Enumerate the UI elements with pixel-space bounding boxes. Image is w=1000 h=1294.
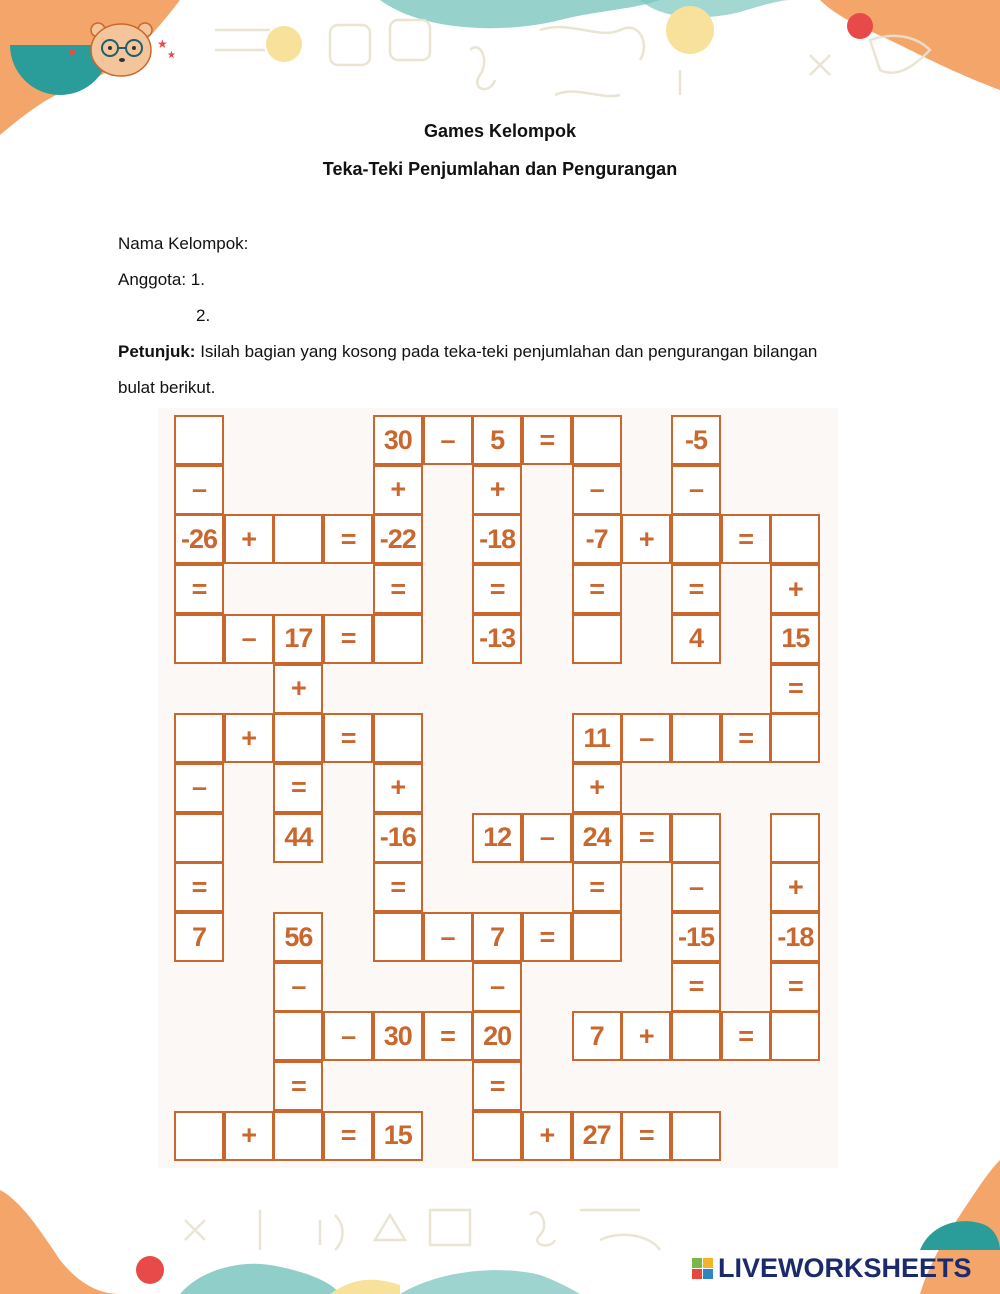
puzzle-blank-cell[interactable] [273, 1111, 323, 1161]
puzzle-operator-cell: + [373, 763, 423, 813]
puzzle-operator-cell: – [671, 862, 721, 912]
puzzle-number-cell: 11 [572, 713, 622, 763]
puzzle-blank-cell[interactable] [273, 514, 323, 564]
puzzle-answer-input[interactable] [377, 619, 419, 659]
puzzle-blank-cell[interactable] [671, 813, 721, 863]
puzzle-operator-cell: = [671, 564, 721, 614]
puzzle-answer-input[interactable] [277, 519, 319, 559]
instructions [118, 342, 918, 362]
puzzle-operator-cell: = [323, 1111, 373, 1161]
puzzle-operator-cell: = [770, 664, 820, 714]
puzzle-operator-cell: + [273, 664, 323, 714]
puzzle-operator-cell: – [472, 962, 522, 1012]
puzzle-operator-cell: – [174, 763, 224, 813]
puzzle-answer-input[interactable] [377, 718, 419, 758]
svg-text:★: ★ [167, 50, 176, 61]
puzzle-operator-cell: = [174, 564, 224, 614]
puzzle-answer-input[interactable] [576, 420, 618, 460]
puzzle-number-cell: 12 [472, 813, 522, 863]
puzzle-answer-input[interactable] [774, 519, 816, 559]
puzzle-blank-cell[interactable] [572, 912, 622, 962]
puzzle-blank-cell[interactable] [770, 713, 820, 763]
puzzle-number-cell: -22 [373, 514, 423, 564]
puzzle-operator-cell: = [522, 912, 572, 962]
puzzle-answer-input[interactable] [675, 519, 717, 559]
puzzle-answer-input[interactable] [377, 917, 419, 957]
puzzle-operator-cell: + [621, 514, 671, 564]
puzzle-answer-input[interactable] [576, 917, 618, 957]
puzzle-blank-cell[interactable] [472, 1111, 522, 1161]
puzzle-answer-input[interactable] [476, 1116, 518, 1156]
puzzle-operator-cell: – [621, 713, 671, 763]
puzzle-operator-cell: – [423, 415, 473, 465]
puzzle-operator-cell: = [721, 1011, 771, 1061]
puzzle-answer-input[interactable] [774, 1016, 816, 1056]
puzzle-number-cell: 7 [472, 912, 522, 962]
puzzle-answer-input[interactable] [675, 818, 717, 858]
puzzle-number-cell: -13 [472, 614, 522, 664]
puzzle-blank-cell[interactable] [174, 415, 224, 465]
puzzle-operator-cell: = [472, 1061, 522, 1111]
puzzle-operator-cell: – [671, 465, 721, 515]
puzzle-operator-cell: + [621, 1011, 671, 1061]
puzzle-blank-cell[interactable] [373, 912, 423, 962]
puzzle-operator-cell: = [373, 564, 423, 614]
puzzle-answer-input[interactable] [675, 718, 717, 758]
puzzle-blank-cell[interactable] [174, 614, 224, 664]
puzzle-operator-cell: = [621, 1111, 671, 1161]
puzzle-operator-cell: – [174, 465, 224, 515]
puzzle-blank-cell[interactable] [373, 713, 423, 763]
puzzle-number-cell: 44 [273, 813, 323, 863]
puzzle-number-cell: -18 [472, 514, 522, 564]
puzzle-operator-cell: + [770, 862, 820, 912]
puzzle-number-cell: 27 [572, 1111, 622, 1161]
puzzle-blank-cell[interactable] [671, 514, 721, 564]
puzzle-operator-cell: = [572, 564, 622, 614]
puzzle-number-cell: -7 [572, 514, 622, 564]
puzzle-operator-cell: = [323, 514, 373, 564]
liveworksheets-logo-icon [692, 1258, 714, 1280]
puzzle-blank-cell[interactable] [671, 1011, 721, 1061]
puzzle-operator-cell: = [273, 763, 323, 813]
puzzle-answer-input[interactable] [774, 818, 816, 858]
puzzle-number-cell: 4 [671, 614, 721, 664]
puzzle-blank-cell[interactable] [671, 1111, 721, 1161]
puzzle-number-cell: -18 [770, 912, 820, 962]
puzzle-operator-cell: – [224, 614, 274, 664]
brand-name: LIVEWORKSHEETS [718, 1253, 972, 1283]
puzzle-answer-input[interactable] [178, 619, 220, 659]
puzzle-operator-cell: + [224, 514, 274, 564]
bear-mascot-icon [91, 23, 152, 76]
puzzle-number-cell: 7 [174, 912, 224, 962]
puzzle-operator-cell: = [423, 1011, 473, 1061]
puzzle-answer-input[interactable] [277, 718, 319, 758]
puzzle-operator-cell: = [273, 1061, 323, 1111]
puzzle-operator-cell: + [224, 1111, 274, 1161]
puzzle-answer-input[interactable] [675, 1116, 717, 1156]
puzzle-operator-cell: = [721, 713, 771, 763]
puzzle-number-cell: -16 [373, 813, 423, 863]
puzzle-answer-input[interactable] [277, 1016, 319, 1056]
puzzle-number-cell: 17 [273, 614, 323, 664]
puzzle-number-cell: 56 [273, 912, 323, 962]
puzzle-blank-cell[interactable] [174, 1111, 224, 1161]
puzzle-operator-cell: + [224, 713, 274, 763]
instructions-label: Petunjuk: [118, 342, 196, 361]
puzzle-number-cell: -26 [174, 514, 224, 564]
puzzle-operator-cell: + [472, 465, 522, 515]
puzzle-operator-cell: = [472, 564, 522, 614]
puzzle-answer-input[interactable] [178, 718, 220, 758]
puzzle-number-cell: 30 [373, 1011, 423, 1061]
members-label: Anggota: 1. [118, 270, 205, 289]
puzzle-number-cell: -15 [671, 912, 721, 962]
puzzle-operator-cell: = [621, 813, 671, 863]
puzzle-number-cell: 24 [572, 813, 622, 863]
puzzle-number-cell: 30 [373, 415, 423, 465]
puzzle-operator-cell: + [522, 1111, 572, 1161]
puzzle-operator-cell: + [572, 763, 622, 813]
puzzle-answer-input[interactable] [178, 1116, 220, 1156]
page-title: Games Kelompok [423, 121, 577, 141]
puzzle-blank-cell[interactable] [373, 614, 423, 664]
puzzle-blank-cell[interactable] [273, 1011, 323, 1061]
instructions-text: Isilah bagian yang kosong pada teka-teki penjumlahan dan pengurangan bilangan [200, 342, 818, 361]
puzzle-operator-cell: = [572, 862, 622, 912]
puzzle-number-cell: 5 [472, 415, 522, 465]
puzzle-operator-cell: = [323, 713, 373, 763]
puzzle-operator-cell: = [522, 415, 572, 465]
puzzle-operator-cell: = [373, 862, 423, 912]
member-2-label: 2. [196, 306, 211, 325]
puzzle-operator-cell: = [323, 614, 373, 664]
puzzle-operator-cell: = [671, 962, 721, 1012]
puzzle-operator-cell: – [273, 962, 323, 1012]
puzzle-grid [158, 408, 838, 1168]
puzzle-operator-cell: – [522, 813, 572, 863]
puzzle-blank-cell[interactable] [174, 713, 224, 763]
puzzle-number-cell: 20 [472, 1011, 522, 1061]
puzzle-answer-input[interactable] [675, 1016, 717, 1056]
page-subtitle: Teka-Teki Penjumlahan dan Pengurangan [322, 159, 678, 179]
puzzle-number-cell: 15 [373, 1111, 423, 1161]
puzzle-answer-input[interactable] [277, 1116, 319, 1156]
puzzle-answer-input[interactable] [774, 718, 816, 758]
puzzle-blank-cell[interactable] [572, 415, 622, 465]
puzzle-number-cell: 15 [770, 614, 820, 664]
puzzle-operator-cell: + [770, 564, 820, 614]
svg-text:★: ★ [157, 37, 168, 51]
puzzle-blank-cell[interactable] [174, 813, 224, 863]
puzzle-blank-cell[interactable] [572, 614, 622, 664]
puzzle-operator-cell: – [572, 465, 622, 515]
puzzle-answer-input[interactable] [576, 619, 618, 659]
puzzle-operator-cell: = [770, 962, 820, 1012]
puzzle-number-cell: -5 [671, 415, 721, 465]
instructions-text-line2: bulat berikut. [118, 378, 216, 397]
puzzle-operator-cell: = [174, 862, 224, 912]
group-name-label: Nama Kelompok: [118, 234, 249, 253]
puzzle-answer-input[interactable] [178, 420, 220, 460]
puzzle-blank-cell[interactable] [770, 514, 820, 564]
puzzle-blank-cell[interactable] [770, 813, 820, 863]
puzzle-operator-cell: – [423, 912, 473, 962]
puzzle-blank-cell[interactable] [671, 713, 721, 763]
puzzle-operator-cell: + [373, 465, 423, 515]
puzzle-answer-input[interactable] [178, 818, 220, 858]
puzzle-blank-cell[interactable] [273, 713, 323, 763]
puzzle-number-cell: 7 [572, 1011, 622, 1061]
puzzle-operator-cell: – [323, 1011, 373, 1061]
puzzle-blank-cell[interactable] [770, 1011, 820, 1061]
puzzle-operator-cell: = [721, 514, 771, 564]
